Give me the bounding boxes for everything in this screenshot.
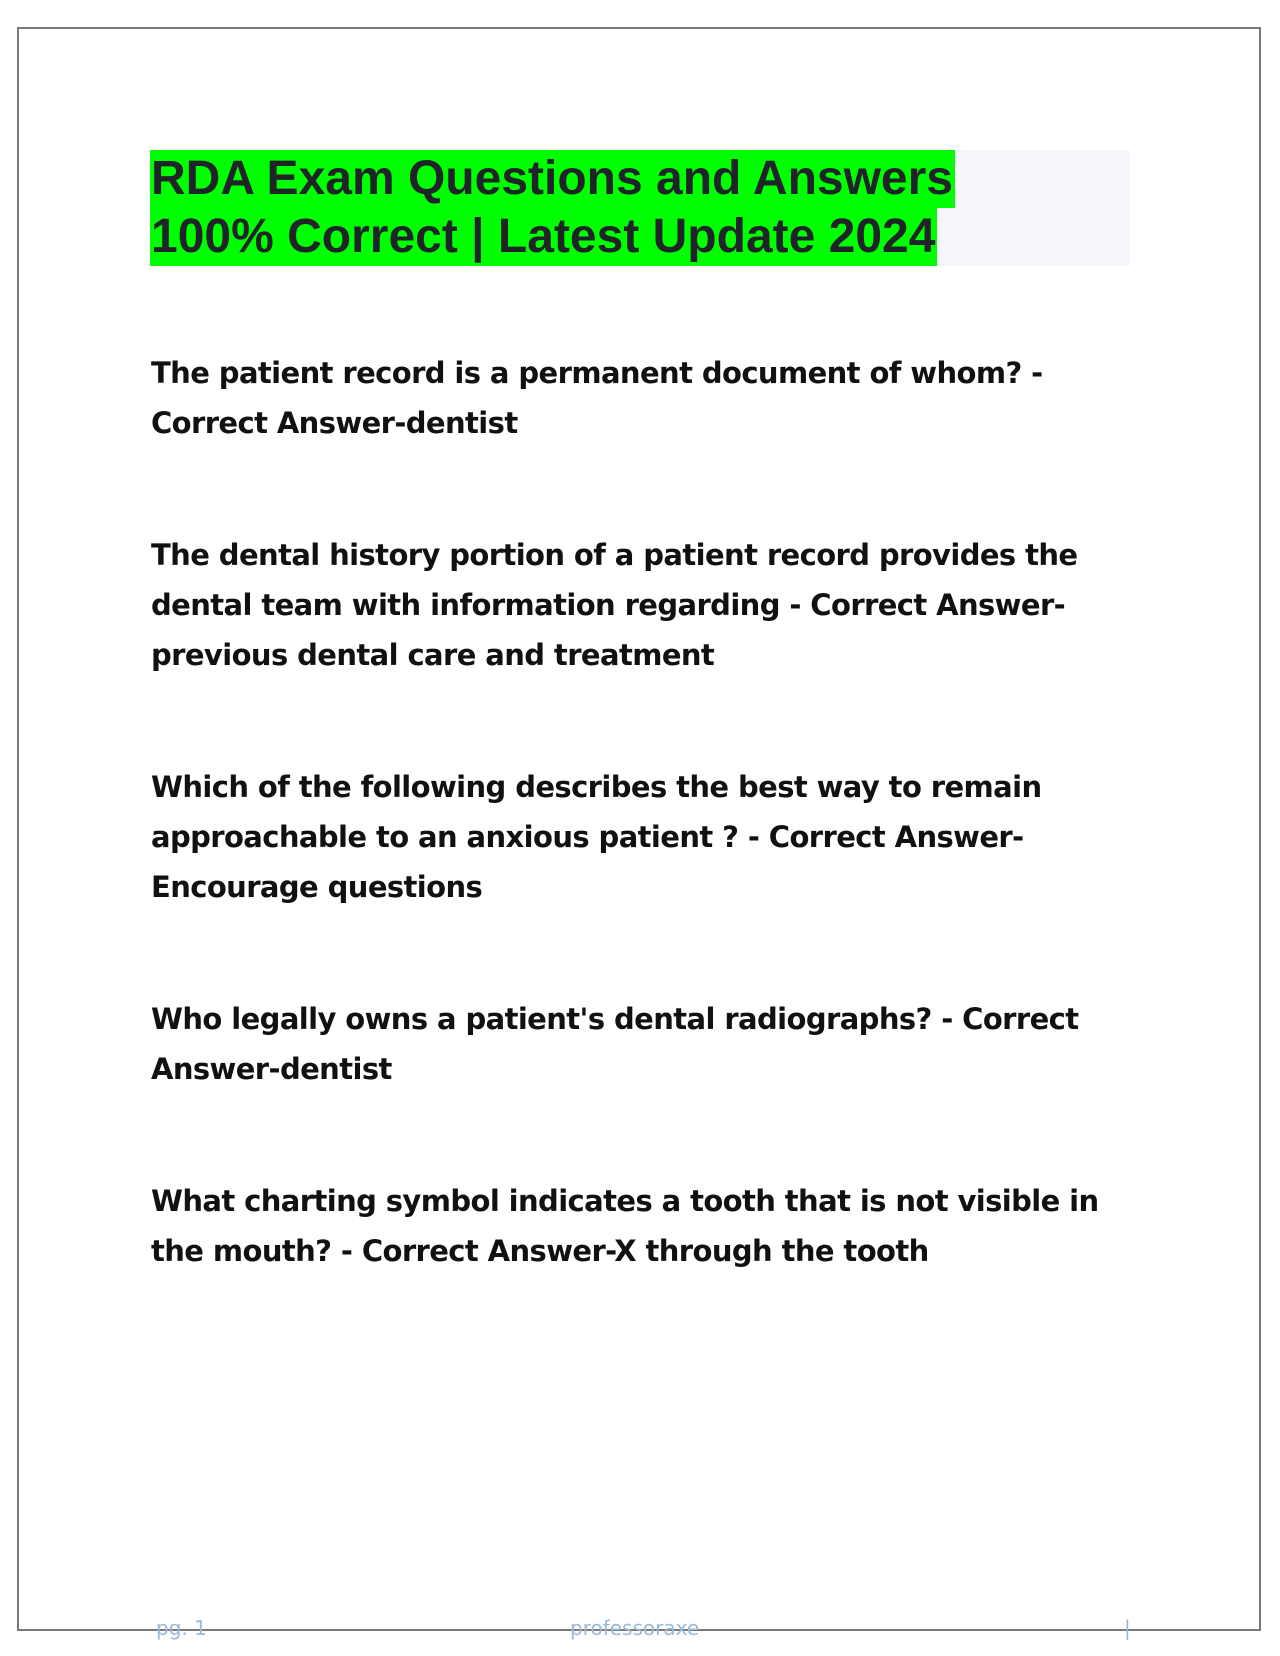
qa-item-4 [151,994,1111,1094]
qa-item-3 [151,762,1111,912]
footer-page-number: pg. 1 [156,1616,207,1640]
qa-line: Correct Answer-dentist [151,406,518,440]
qa-line: previous dental care and treatment [151,638,715,672]
qa-item-1 [151,348,1111,448]
title-line-2: 100% Correct | Latest Update 2024 [150,208,937,266]
qa-line: approachable to an anxious patient ? - Correct Answer- [151,820,1024,854]
qa-line: Which of the following describes the best way to remain [151,770,1042,804]
qa-line: the mouth? - Correct Answer-X through the tooth [151,1234,929,1268]
qa-line: Encourage questions [151,870,483,904]
qa-line: Who legally owns a patient's dental radiographs? - Correct [151,1002,1079,1036]
qa-item-5 [151,1176,1111,1276]
footer-brand: professoraxe [570,1616,700,1640]
qa-list [151,348,1111,1358]
qa-line: What charting symbol indicates a tooth that is not visible in [151,1184,1099,1218]
title-line-1: RDA Exam Questions and Answers [150,150,955,208]
footer-separator: | [1124,1616,1131,1640]
document-title [150,150,1130,266]
qa-line: Answer-dentist [151,1052,392,1086]
qa-line: The dental history portion of a patient record provides the [151,538,1078,572]
qa-line: The patient record is a permanent document of whom? - [151,356,1043,390]
qa-item-2 [151,530,1111,680]
qa-line: dental team with information regarding - Correct Answer- [151,588,1066,622]
